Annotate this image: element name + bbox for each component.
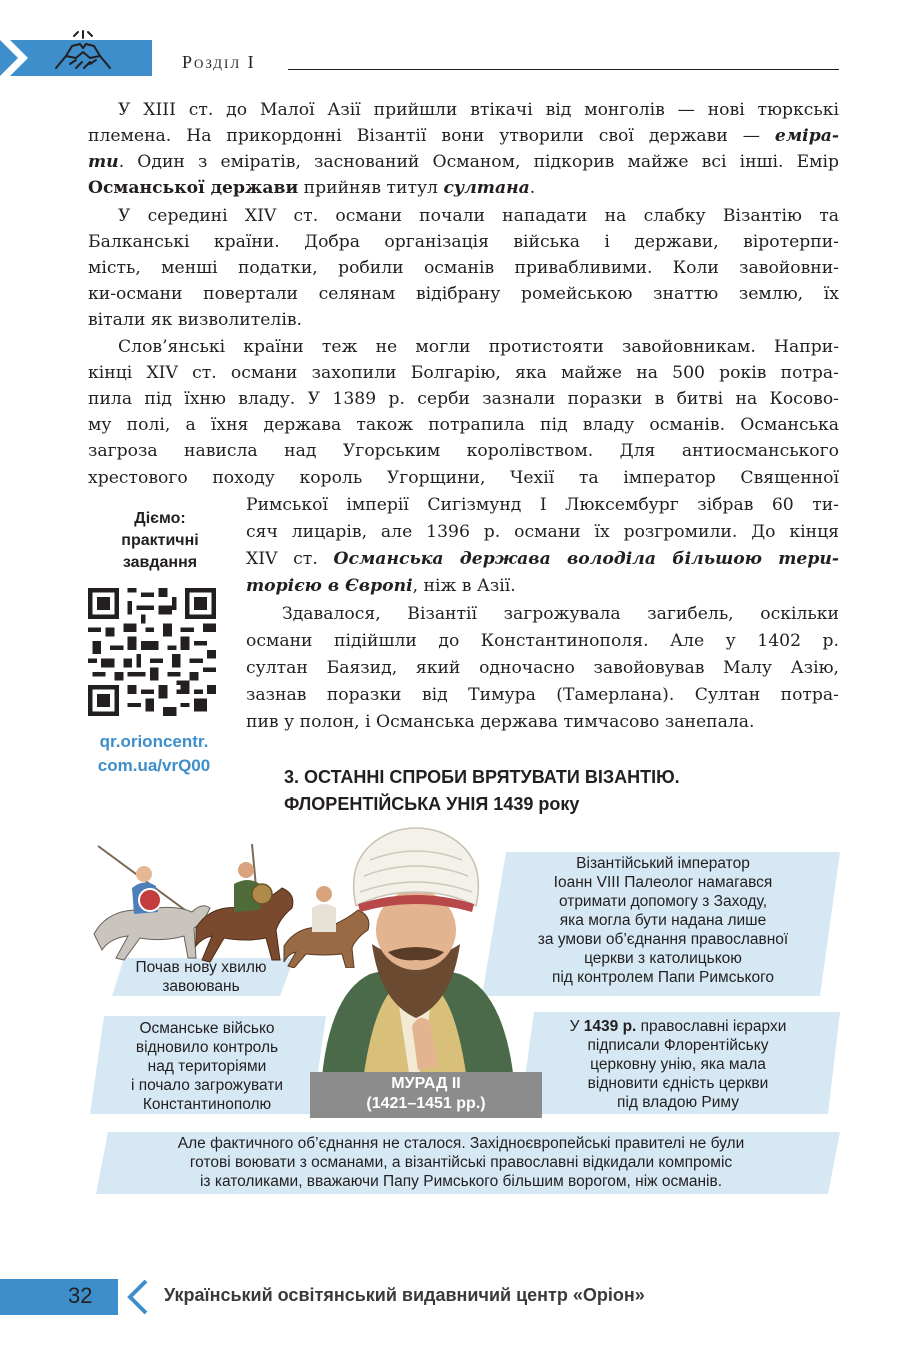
qr-code-icon[interactable] (88, 588, 216, 716)
text-line: султан Баязид, який одночасно завойовував Малу Азію, (246, 658, 839, 678)
text-line: зазнав поразки від Тимура (Тамерлана). Султан потра- (246, 685, 839, 705)
footer-color-band (0, 1279, 118, 1315)
box-union: У 1439 р. православні ієрархи підписали Флорентійську церковну унію, яка мала відновити єдність церкви під владою Риму (569, 1018, 787, 1111)
text-line: Римської імперії Сигізмунд I Люксембург зібрав 60 ти- (246, 495, 839, 515)
text-line: сяч лицарів, але 1396 р. османи їх розгромили. До кінця (246, 522, 839, 542)
term-emirates-end: ти (88, 152, 119, 172)
box-new-wave: Почав нову хвилю завоювань (135, 959, 267, 995)
box-emperor: Візантійський імператор Іоанн VIII Палеолог намагався отримати допомогу з Заходу, яка могла бути надана лише за умови об’єднання православної церкви з католицькою під контролем Папи Римського (537, 855, 789, 986)
text-line: торією в Європі, ніж в Азії. (246, 576, 516, 596)
text-line: племена. На прикордонні Візантії вони утворили свої держави — еміра- (88, 126, 839, 146)
text-line: загроза нависла над Угорським королівством. Для антиосманського (88, 441, 839, 461)
page-number: 32 (68, 1283, 93, 1308)
text-line: У XIII ст. до Малої Азії прийшли втікачі від монголів — нові тюркські (118, 100, 839, 120)
text-line: османи підійшли до Константинополя. Але у 1402 р. (246, 631, 839, 651)
text-line: кінці XIV ст. османи захопили Болгарію, яка майже на 500 років потра- (88, 363, 839, 383)
header-chevron-icon (0, 40, 32, 76)
text-line: вітали як визволителів. (88, 310, 302, 330)
box-army: Османське військо відновило контроль над територіями і почало загрожувати Константинополю (130, 1020, 284, 1113)
publisher-name: Український освітянський видавничий центр «Оріон» (164, 1285, 645, 1305)
header-rule (288, 69, 839, 70)
text-line: У середині XIV ст. османи почали нападати на слабку Візантію та (118, 206, 839, 226)
qr-link[interactable]: qr.orioncentr. com.ua/vrQ00 (97, 732, 211, 775)
text-line: Здавалося, Візантії загрожувала загибель, оскільки (282, 604, 839, 624)
text-line: ки-османи повертали селянам відібрану ромейською знаттю землю, їх (88, 284, 839, 304)
term-ottoman-state: Османської держави (88, 178, 299, 198)
term-sultan: султана (443, 178, 530, 198)
section-label: Розділ I (182, 52, 256, 72)
practice-tasks-title: Діємо: практичні завдання (121, 510, 199, 571)
text-line: му полі, а їхня держава також потрапила під владу османів. Османська (88, 415, 839, 435)
term-emirates: еміра- (774, 126, 839, 146)
text-line: пив у полон, і Османська держава тимчасово занепала. (246, 712, 755, 732)
footer-chevron-icon (126, 1279, 150, 1315)
term-ottoman-europe: Османська держава володіла більшою тери- (333, 549, 839, 569)
text-line: Балканські країни. Добра організація війська і держави, віротерпи- (88, 232, 839, 252)
text-line: Слов’янські країни теж не могли протистояти завойовникам. Напри- (118, 337, 839, 357)
portrait-caption: МУРАД II (1421–1451 рр.) (366, 1075, 486, 1112)
text-line: Османської держави прийняв титул султана. (88, 178, 536, 198)
handshake-icon (50, 28, 116, 76)
section-heading: 3. ОСТАННІ СПРОБИ ВРЯТУВАТИ ВІЗАНТІЮ. ФЛОРЕНТІЙСЬКА УНІЯ 1439 року (284, 767, 680, 814)
text-line: ти. Один з еміратів, заснований Османом, підкорив майже всі інші. Емір (88, 152, 839, 172)
box-bottom-summary: Але фактичного об’єднання не сталося. Західноєвропейські правителі не були готові воювати з османами, а візантійські православні відкидали компроміс із католиками, вважаючи Папу Римського більшим ворогом, ніж османів. (177, 1135, 745, 1190)
sultan-murad-portrait (300, 826, 530, 1106)
text-line: XIV ст. Османська держава володіла більшою тери- (246, 549, 839, 569)
text-line: пила під їхню владу. У 1389 р. серби зазнали поразки в битві на Косово- (88, 389, 839, 409)
text-line: хрестового походу король Угорщини, Чехії та імператор Священної (88, 468, 839, 488)
term-ottoman-europe-end: торією в Європі (246, 576, 413, 596)
text-line: мість, менші податки, робили османів привабливими. Коли завойовни- (88, 258, 839, 278)
